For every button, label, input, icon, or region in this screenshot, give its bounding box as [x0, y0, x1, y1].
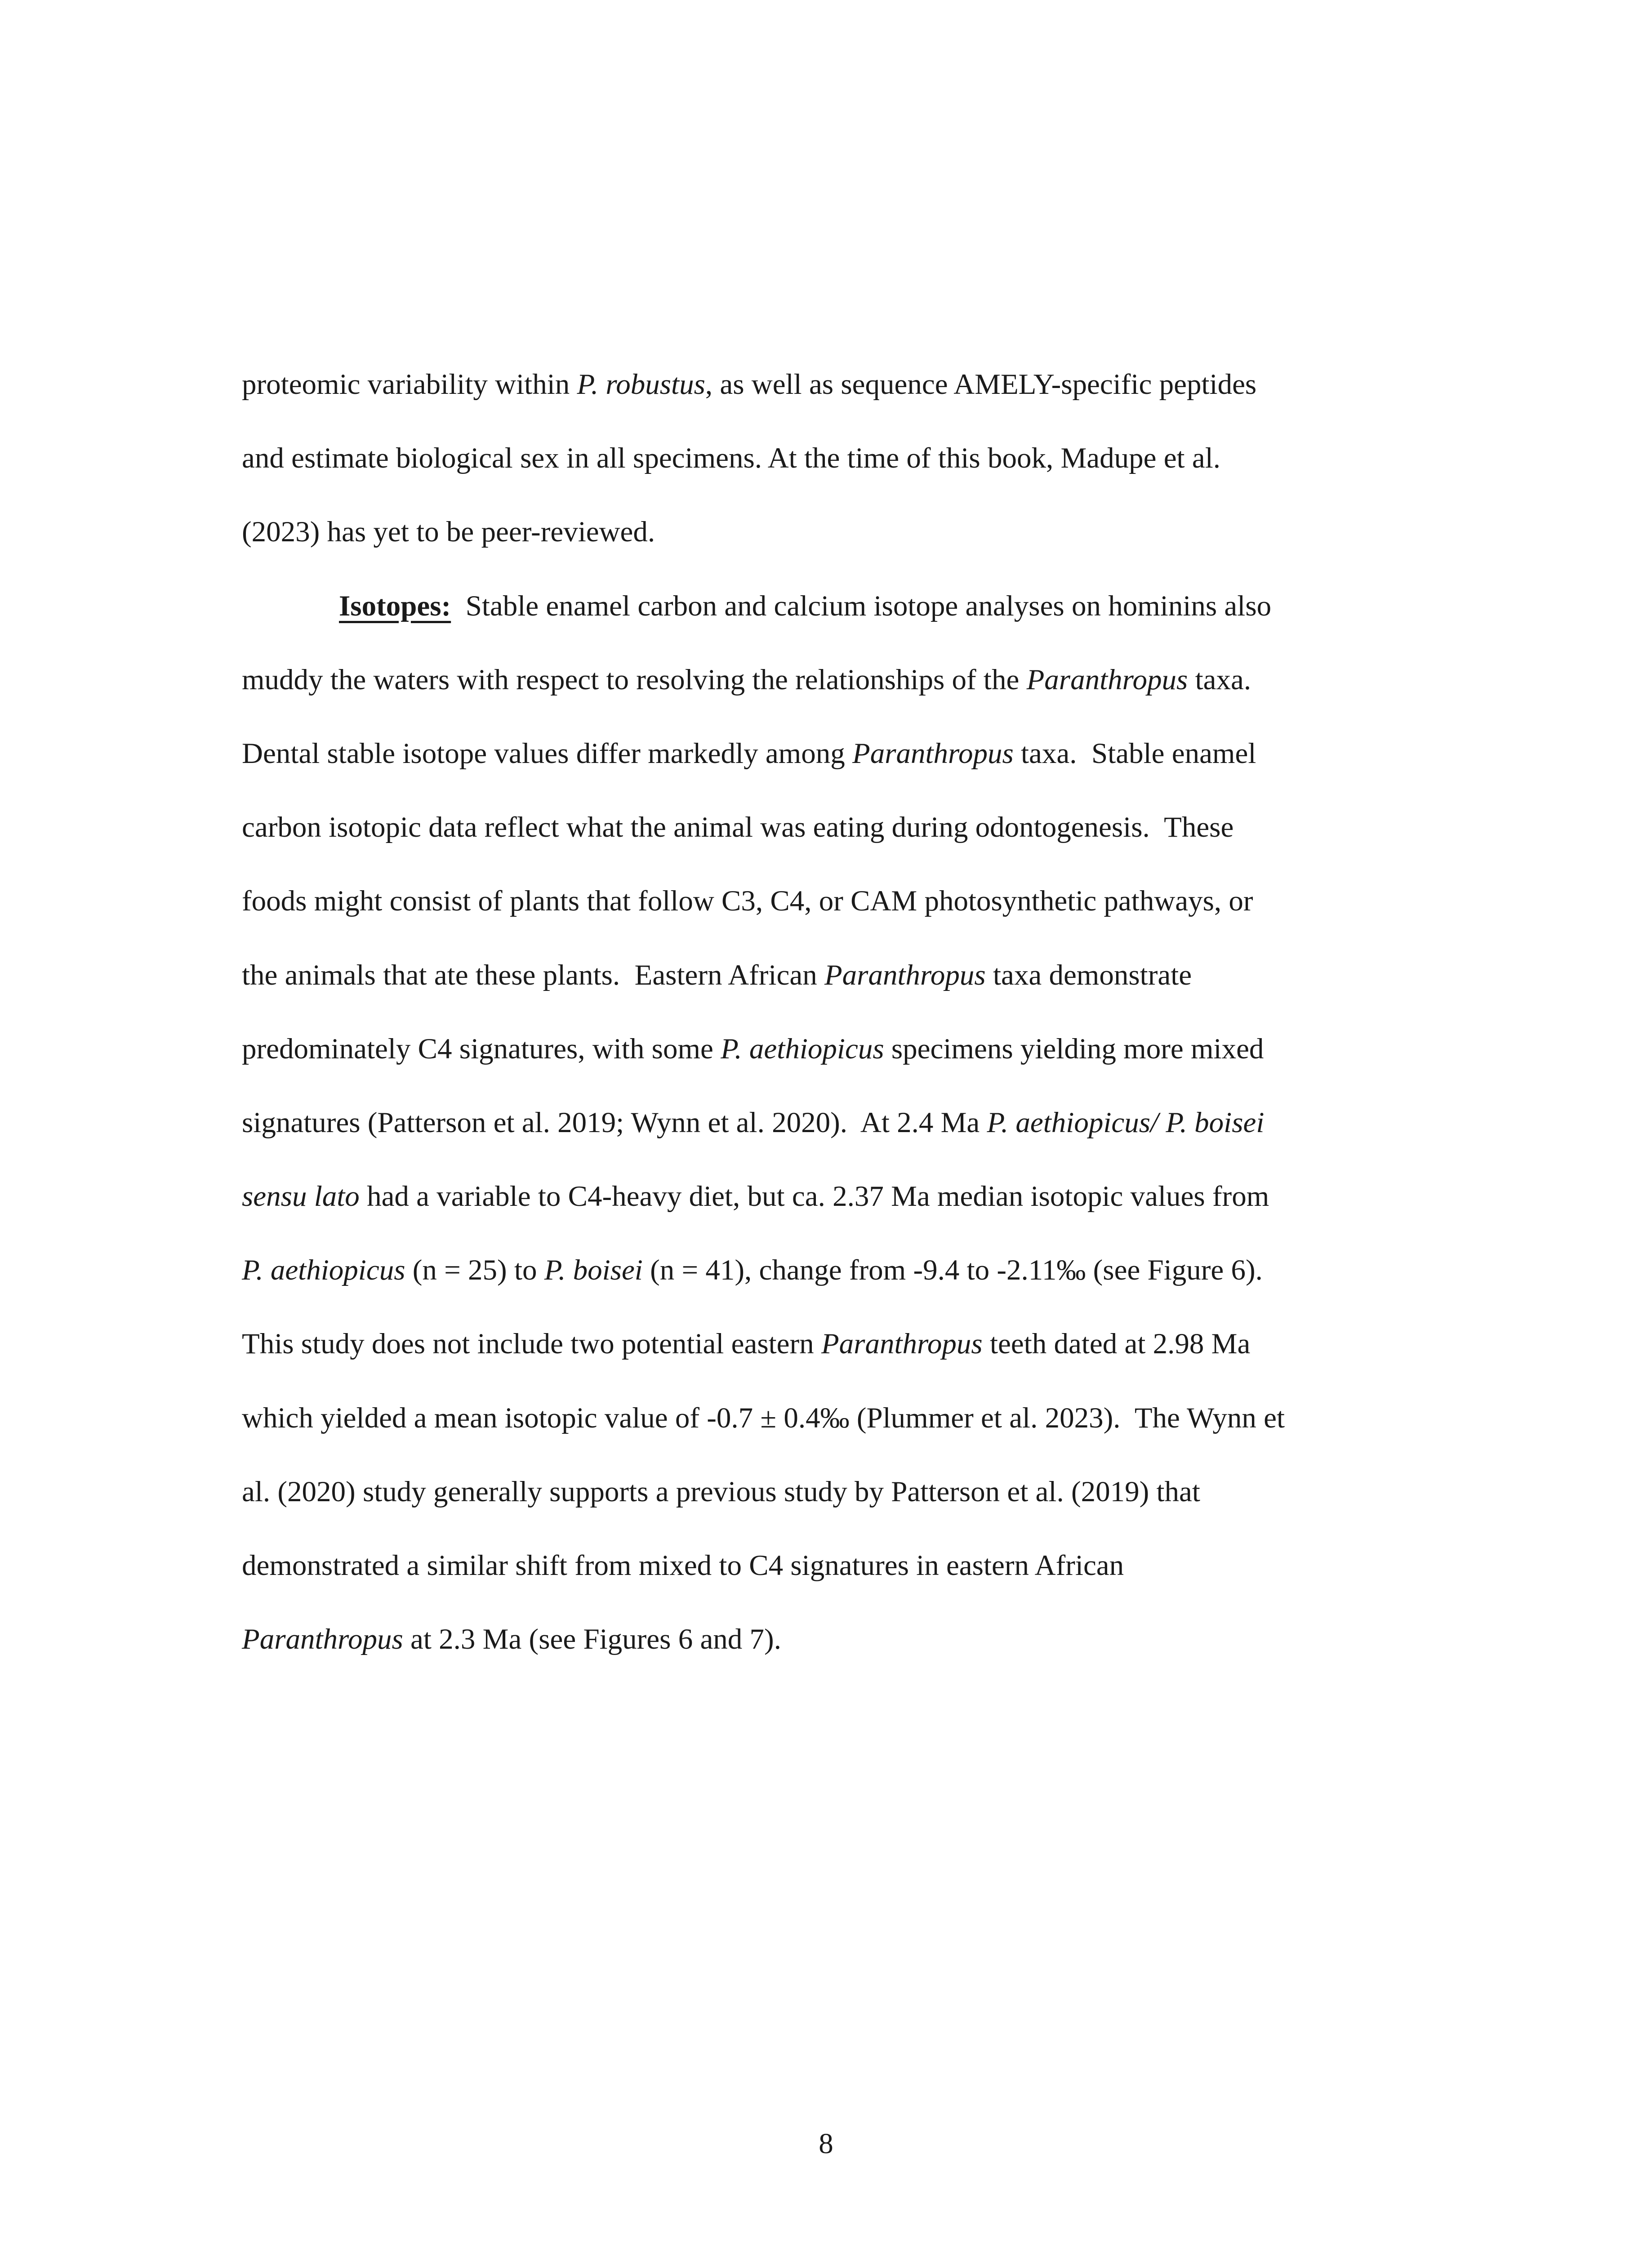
- text-line-17: demonstrated a similar shift from mixed to C4 signatures in eastern African: [242, 1549, 1124, 1582]
- text-line-14: This study does not include two potential eastern Paranthropus teeth dated at 2.98 Ma: [242, 1328, 1251, 1360]
- text-line-13: P. aethiopicus (n = 25) to P. boisei (n = 41), change from -9.4 to -2.11‰ (see Figure 6).: [242, 1254, 1263, 1287]
- section-heading-isotopes: Isotopes:: [339, 589, 451, 622]
- text-line-9: the animals that ate these plants. Eastern African Paranthropus taxa demonstrate: [242, 959, 1192, 991]
- text-line-6: Dental stable isotope values differ markedly among Paranthropus taxa. Stable enamel: [242, 737, 1256, 770]
- text-line-15: which yielded a mean isotopic value of -0.7 ± 0.4‰ (Plummer et al. 2023). The Wynn et: [242, 1401, 1285, 1434]
- text-line-5: muddy the waters with respect to resolving the relationships of the Paranthropus taxa.: [242, 663, 1251, 696]
- text-line-11: signatures (Patterson et al. 2019; Wynn et al. 2020). At 2.4 Ma P. aethiopicus/ P. boisei: [242, 1106, 1265, 1139]
- body-text: [242, 362, 1393, 1690]
- text-line-8: foods might consist of plants that follow C3, C4, or CAM photosynthetic pathways, or: [242, 885, 1253, 918]
- text-line-3: (2023) has yet to be peer-reviewed.: [242, 516, 655, 549]
- text-line-10: predominately C4 signatures, with some P. aethiopicus specimens yielding more mixed: [242, 1032, 1264, 1065]
- page-number: 8: [819, 2128, 833, 2160]
- text-line-18: Paranthropus at 2.3 Ma (see Figures 6 and 7).: [242, 1623, 781, 1656]
- text-line-2: and estimate biological sex in all specimens. At the time of this book, Madupe et al.: [242, 442, 1221, 475]
- text-line-12: sensu lato had a variable to C4-heavy diet, but ca. 2.37 Ma median isotopic values from: [242, 1180, 1269, 1213]
- text-line-4: Isotopes: Stable enamel carbon and calcium isotope analyses on hominins also: [339, 589, 1272, 622]
- text-line-16: al. (2020) study generally supports a previous study by Patterson et al. (2019) that: [242, 1475, 1200, 1508]
- text-line-7: carbon isotopic data reflect what the animal was eating during odontogenesis. These: [242, 811, 1234, 844]
- text-line-1: proteomic variability within P. robustus, as well as sequence AMELY-specific peptides: [242, 368, 1257, 401]
